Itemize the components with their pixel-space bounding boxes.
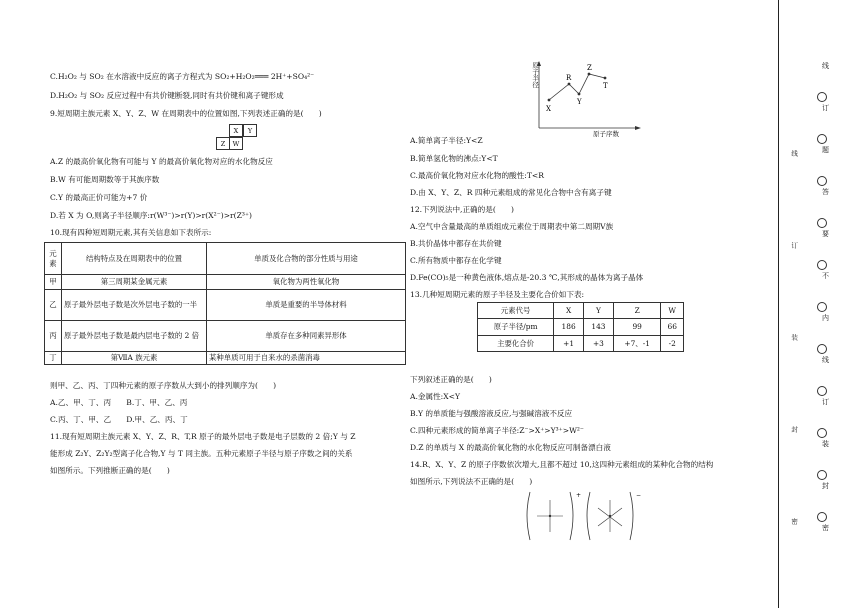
graph-label-z: Z [587,64,592,72]
margin-char: 线 [822,356,829,364]
q12-option-b: B.共价晶体中都存在共价键 [410,239,502,248]
table-cell: 氧化物为两性氧化物 [207,275,406,290]
margin-char: 订 [822,398,829,406]
graph-label-x: X [546,105,551,113]
q12-option-a: A.空气中含量最高的单质组成元素位于周期表中第二周期Ⅴ族 [410,222,614,231]
margin-circle [817,470,827,480]
cell-y: Y [243,124,257,137]
table-cell: -2 [661,335,684,351]
q14-stem-1: 14.R、X、Y、Z 的原子序数依次增大,且都不超过 10,这四种元素组成的某种化合物的结构 [410,460,714,469]
q12-option-d: D.Fe(CO)₅是一种黄色液体,熔点是-20.3 ℃,其形成的晶体为离子晶体 [410,273,644,282]
q12-stem: 12.下列说法中,正确的是( ) [410,205,514,214]
margin-char: 答 [822,188,829,196]
table-cell: 186 [554,319,584,335]
q11-stem-1: 11.现有短周期主族元素 X、Y、Z、R、T,R 原子的最外层电子数是电子层数的 2 倍;Y 与 Z [50,432,356,441]
th-property: 单质及化合物的部分性质与用途 [207,243,406,275]
th-structure: 结构特点及在周期表中的位置 [62,243,207,275]
table-cell: 丙 [45,321,62,352]
q11-option-a: A.简单离子半径:Y<Z [410,136,483,145]
table-cell: 乙 [45,290,62,321]
graph-label-t: T [603,82,608,90]
margin-circle [817,176,827,186]
margin-char: 装 [822,440,829,448]
table-cell: W [661,303,684,319]
graph-label-r: R [566,74,572,82]
margin-char: 密 [822,524,829,532]
element-info-table [44,242,406,365]
atomic-radius-table [477,302,684,352]
margin-circle [817,344,827,354]
table-cell: +1 [554,335,584,351]
q8-option-c: C.H₂O₂ 与 SO₂ 在水溶液中反应的离子方程式为 SO₂+H₂O₂═══ 2H⁺+SO₄²⁻ [50,72,315,81]
q11-option-c: C.最高价氧化物对应水化物的酸性:T<R [410,171,544,180]
margin-char: 题 [822,146,829,154]
q9-option-a: A.Z 的最高价氧化物有可能与 Y 的最高价氧化物对应的水化物反应 [50,157,273,166]
cell-x: X [229,124,243,137]
svg-text:+: + [576,492,582,499]
margin-circle [817,302,827,312]
ion-structure-diagram [522,490,642,550]
margin-circle [817,386,827,396]
margin-char: 内 [822,314,829,322]
table-cell: 99 [613,319,661,335]
q9-option-c: C.Y 的最高正价可能为+7 价 [50,193,148,202]
q13-option-d: D.Z 的单质与 X 的最高价氧化物的水化物反应可制备漂白液 [410,443,611,452]
q11-option-d: D.由 X、Y、Z、R 四种元素组成的常见化合物中含有离子键 [410,188,612,197]
q10-options-ab: A.乙、甲、丁、丙 B.丁、甲、乙、丙 [50,398,188,407]
q12-option-c: C.所有物质中都存在化学键 [410,256,502,265]
table-cell: X [554,303,584,319]
margin-circle [817,512,827,522]
table-cell: 原子半径/pm [478,319,554,335]
margin-char: 封 [822,482,829,490]
table-cell: 主要化合价 [478,335,554,351]
q13-summary: 下列叙述正确的是( ) [410,375,492,384]
q10-summary: 则甲、乙、丙、丁四种元素的原子序数从大到小的排列顺序为( ) [50,381,277,390]
radius-vs-number-graph [535,58,645,138]
margin-circle [817,260,827,270]
margin-circle [817,92,827,102]
margin-char: 要 [822,230,829,238]
q11-option-b: B.简单氢化物的沸点:Y<T [410,154,498,163]
table-cell: +7、-1 [613,335,661,351]
q13-option-c: C.四种元素形成的简单离子半径:Z⁻>X⁺>Y³⁺>W²⁻ [410,426,584,435]
table-cell: 143 [584,319,614,335]
binding-margin-line [778,0,779,608]
table-cell: 原子最外层电子数是最内层电子数的 2 倍 [62,321,207,352]
table-cell: 元素代号 [478,303,554,319]
q14-stem-2: 如图所示,下列说法不正确的是( ) [410,477,533,486]
margin-vertical-char: 线 [790,150,799,157]
table-cell: 单质是重要的半导体材料 [207,290,406,321]
q9-stem: 9.短周期主族元素 X、Y、Z、W 在周期表中的位置如图,下列表述正确的是( ) [50,109,322,118]
q13-option-b: B.Y 的单质能与强酸溶液反应,与强碱溶液不反应 [410,409,573,418]
graph-ylabel: 原子半径 [531,62,540,88]
th-element: 元素 [45,243,62,275]
margin-char: 订 [822,104,829,112]
graph-xlabel: 原子序数 [593,130,619,138]
margin-char: 不 [822,272,829,280]
q10-stem: 10.现有四种短周期元素,其有关信息如下表所示: [50,228,212,237]
q10-options-cd: C.丙、丁、甲、乙 D.甲、乙、丙、丁 [50,415,188,424]
margin-vertical-char: 密 [790,518,799,525]
cell-w: W [229,137,243,150]
table-cell: 丁 [45,352,62,365]
table-cell: 单质存在多种同素异形体 [207,321,406,352]
q11-stem-2: 能形成 Z₂Y、Z₂Y₂型离子化合物,Y 与 T 同主族。五种元素原子半径与原子序数之间的关系 [50,449,353,458]
margin-circle [817,134,827,144]
margin-circle [817,218,827,228]
table-cell: +3 [584,335,614,351]
margin-vertical-char: 装 [790,334,799,341]
table-cell: 66 [661,319,684,335]
table-cell: Z [613,303,661,319]
q13-option-a: A.金属性:X<Y [410,392,461,401]
q9-option-b: B.W 有可能周期数等于其族序数 [50,175,160,184]
q9-option-d: D.若 X 为 O,则离子半径顺序:r(W³⁻)>r(Y)>r(X²⁻)>r(Z³⁺) [50,211,252,220]
margin-vertical-char: 封 [790,426,799,433]
margin-vertical-char: 订 [790,242,799,249]
graph-label-y: Y [577,98,582,106]
cell-z: Z [216,137,230,150]
margin-circle [817,428,827,438]
q8-option-d: D.H₂O₂ 与 SO₂ 反应过程中有共价键断裂,同时有共价键和离子键形成 [50,91,284,100]
table-cell: 第ⅦA 族元素 [62,352,207,365]
table-cell: 甲 [45,275,62,290]
table-cell: 某种单质可用于自来水的杀菌消毒 [207,352,406,365]
table-cell: Y [584,303,614,319]
svg-text:−: − [636,492,642,499]
table-cell: 第三周期某金属元素 [62,275,207,290]
table-cell: 原子最外层电子数是次外层电子数的一半 [62,290,207,321]
q11-stem-3: 如图所示。下列推断正确的是( ) [50,466,170,475]
margin-char: 线 [822,62,829,70]
q13-stem: 13.几种短周期元素的原子半径及主要化合价如下表: [410,290,585,299]
